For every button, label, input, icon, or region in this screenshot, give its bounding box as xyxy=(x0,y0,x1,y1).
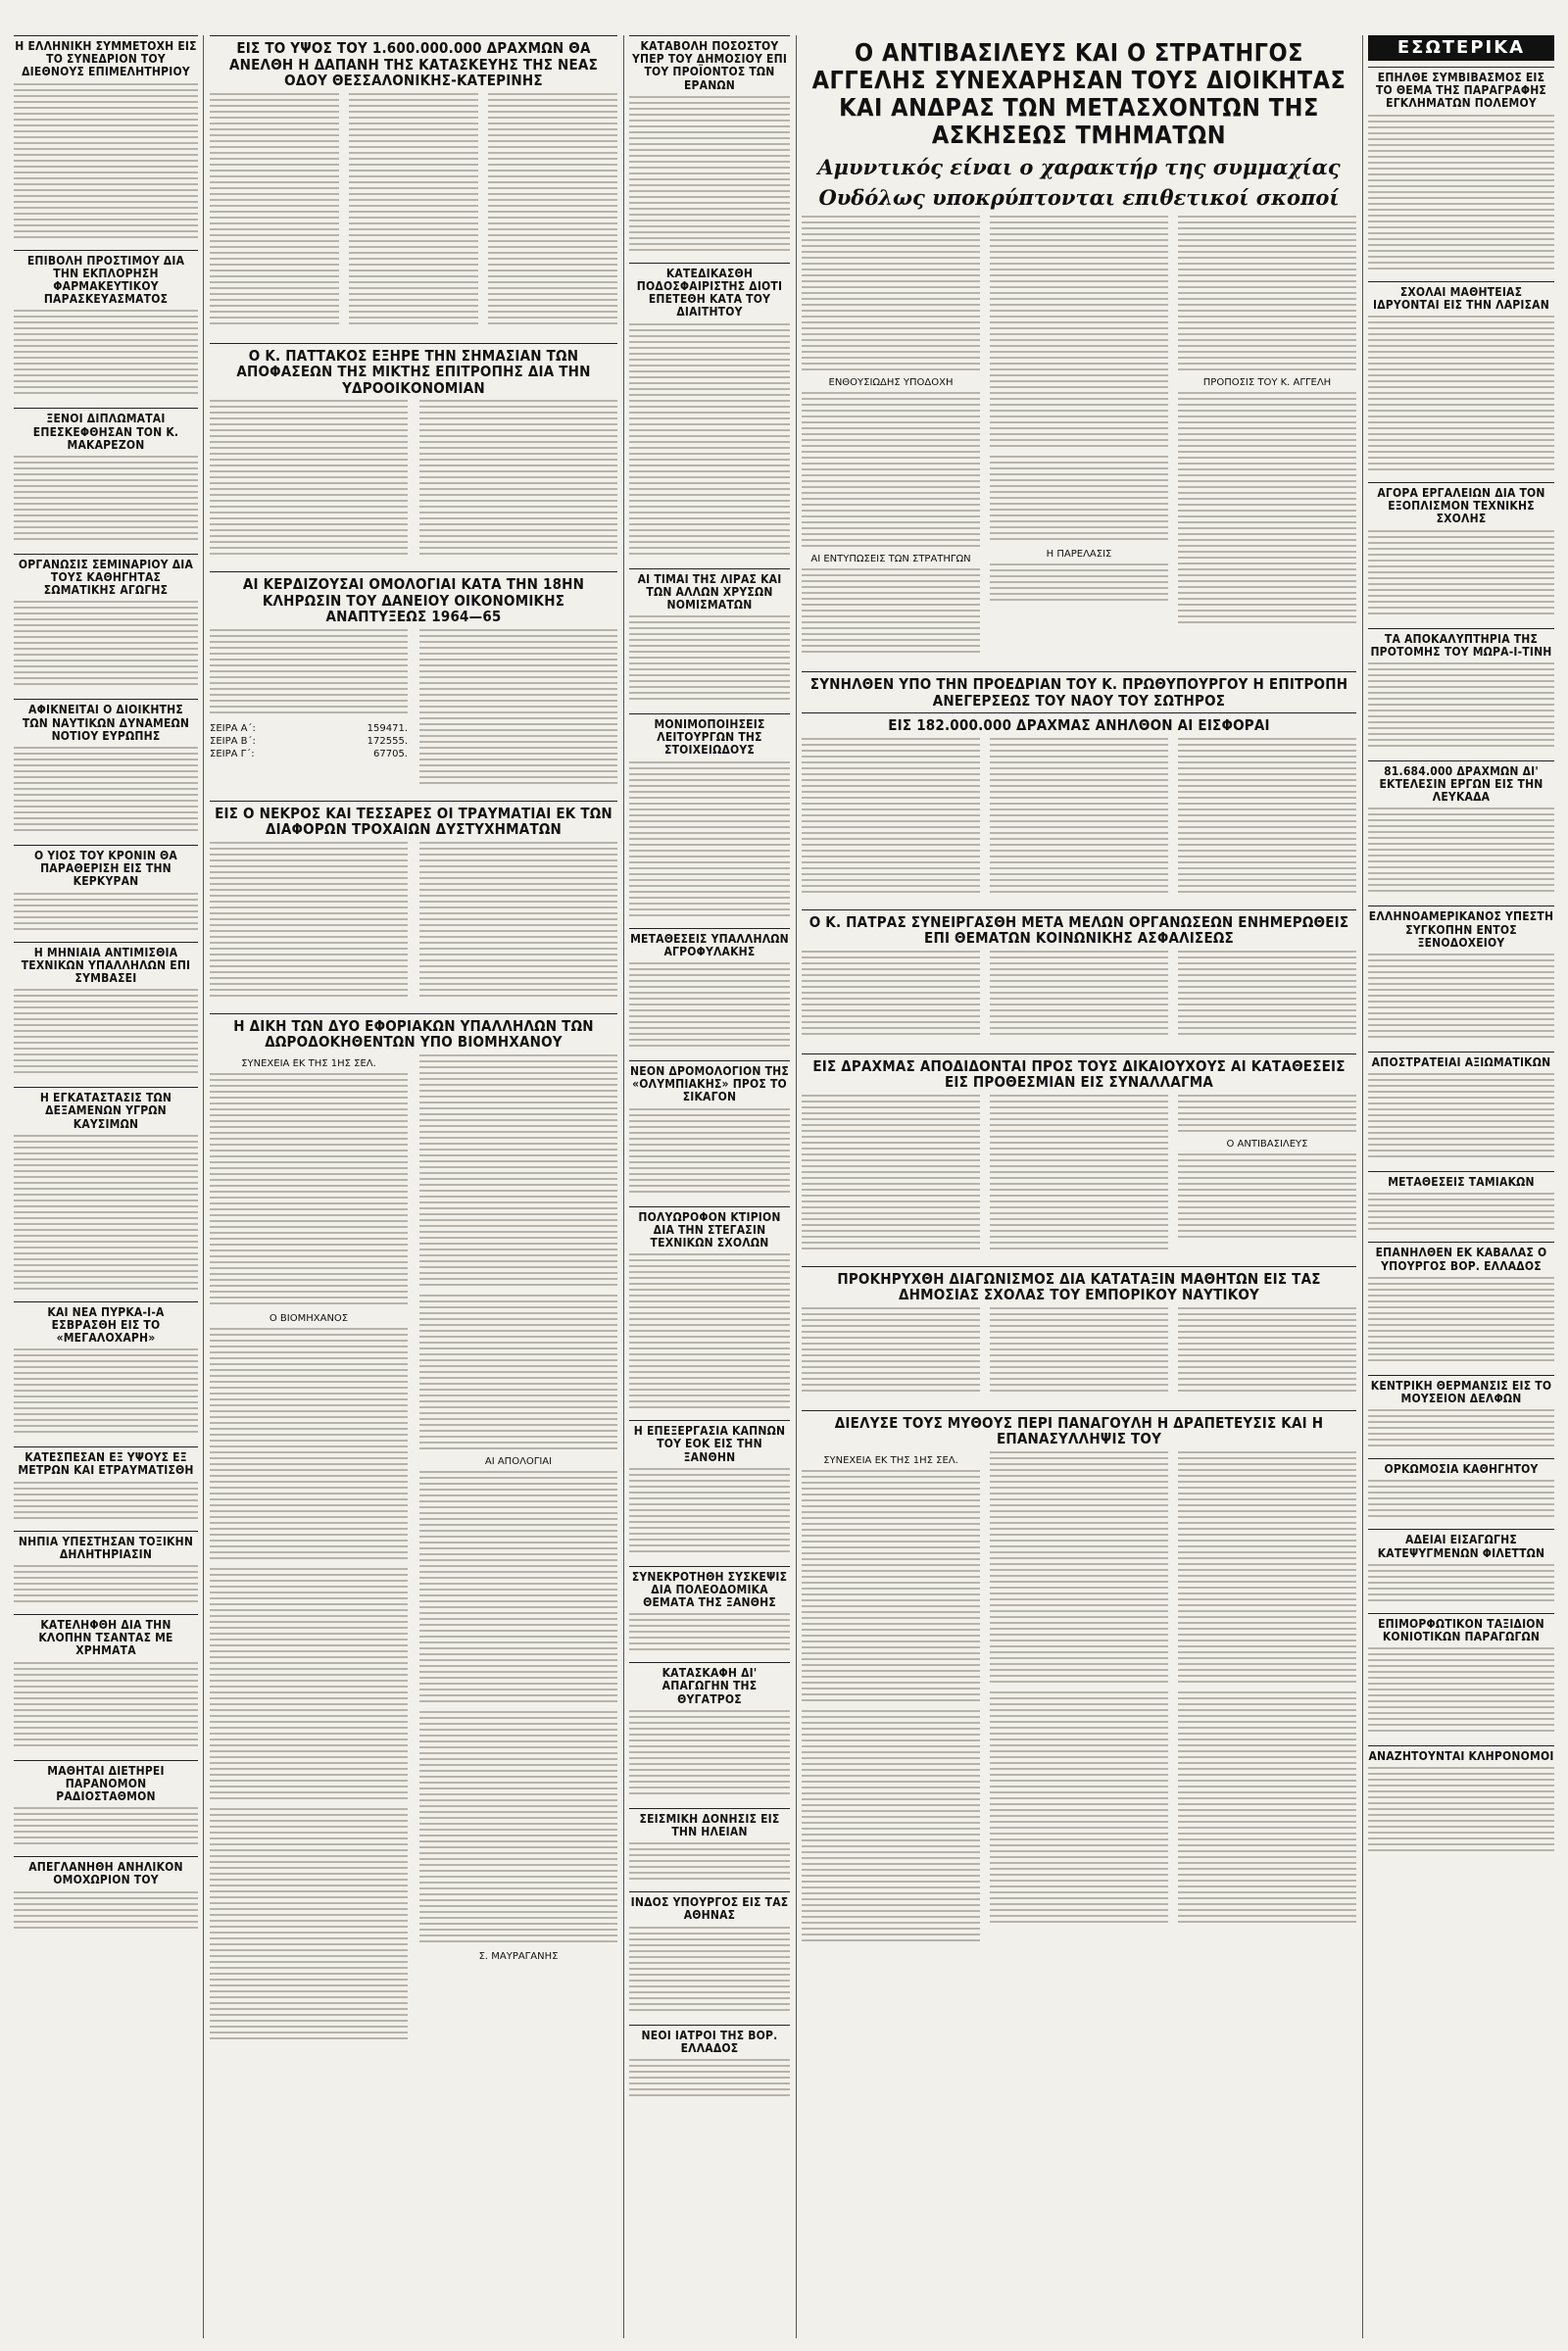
article-deposits xyxy=(802,1053,1356,1256)
headline: Η ΜΗΝΙΑΙΑ ΑΝΤΙΜΙΣΘΙΑ ΤΕΧΝΙΚΩΝ ΥΠΑΛΛΗΛΩΝ ΕΠΙ ΣΥΜΒΑΣΕΙ xyxy=(14,942,198,986)
body-text xyxy=(210,629,408,717)
body-text xyxy=(1368,1647,1554,1736)
headline: ΚΑΙ ΝΕΑ ΠΥΡΚΑ-Ι-Α ΕΣΒΡΑΣΘΗ ΕΙΣ ΤΟ «ΜΕΓΑΛΟΧΑΡΗ» xyxy=(14,1301,198,1346)
headline: Η ΔΙΚΗ ΤΩΝ ΔΥΟ ΕΦΟΡΙΑΚΩΝ ΥΠΑΛΛΗΛΩΝ ΤΩΝ ΔΩΡΟΔΟΚΗΘΕΝΤΩΝ ΥΠΟ ΒΙΟΜΗΧΑΝΟΥ xyxy=(210,1013,617,1051)
article xyxy=(1368,1052,1554,1161)
headline: ΕΠΑΝΗΛΘΕΝ ΕΚ ΚΑΒΑΛΑΣ Ο ΥΠΟΥΡΓΟΣ ΒΟΡ. ΕΛΛΑΔΟΣ xyxy=(1368,1242,1554,1272)
headline: 81.684.000 ΔΡΑΧΜΩΝ ΔΙ' ΕΚΤΕΛΕΣΙΝ ΕΡΓΩΝ ΕΙΣ ΤΗΝ ΛΕΥΚΑΔΑ xyxy=(1368,760,1554,805)
body-text xyxy=(419,1471,617,1706)
body-text xyxy=(802,392,980,549)
article xyxy=(14,1856,198,1930)
body-text xyxy=(419,1295,617,1451)
body-text xyxy=(629,1253,790,1410)
body-text xyxy=(14,1482,198,1521)
body-text xyxy=(802,1095,980,1251)
body-text xyxy=(1368,115,1554,271)
body-text xyxy=(802,738,980,895)
headline: Η ΕΓΚΑΤΑΣΤΑΣΙΣ ΤΩΝ ΔΕΞΑΜΕΝΩΝ ΥΓΡΩΝ ΚΑΥΣΙΜΩΝ xyxy=(14,1087,198,1131)
body-text xyxy=(210,842,408,999)
column-rule xyxy=(623,35,624,2338)
body-text xyxy=(802,1470,980,1705)
body-text xyxy=(419,842,617,999)
article-contest xyxy=(802,1266,1356,1400)
body-text xyxy=(629,962,790,1051)
article xyxy=(629,1891,790,2014)
section-heading: Ο ΒΙΟΜΗΧΑΝΟΣ xyxy=(269,1312,349,1324)
headline: Ο Κ. ΠΑΤΤΑΚΟΣ ΕΞΗΡΕ ΤΗΝ ΣΗΜΑΣΙΑΝ ΤΩΝ ΑΠΟΦΑΣΕΩΝ ΤΗΣ ΜΙΚΤΗΣ ΕΠΙΤΡΟΠΗΣ ΔΙΑ ΤΗΝ ΥΔΡΟΟΙΚΟΝΟΜΙΑΝ xyxy=(210,343,617,397)
article xyxy=(1368,1613,1554,1736)
headline: ΑΝΑΖΗΤΟΥΝΤΑΙ ΚΛΗΡΟΝΟΜΟΙ xyxy=(1368,1745,1554,1763)
body-text xyxy=(1178,392,1356,627)
headline: ΟΡΓΑΝΩΣΙΣ ΣΕΜΙΝΑΡΙΟΥ ΔΙΑ ΤΟΥΣ ΚΑΘΗΓΗΤΑΣ ΣΩΜΑΤΙΚΗΣ ΑΓΩΓΗΣ xyxy=(14,554,198,598)
body-text xyxy=(990,216,1168,451)
column-4 xyxy=(802,35,1356,2338)
body-text xyxy=(629,96,790,253)
article xyxy=(629,1206,790,1411)
body-text xyxy=(1368,1480,1554,1519)
headline: ΕΙΣ ΔΡΑΧΜΑΣ ΑΠΟΔΙΔΟΝΤΑΙ ΠΡΟΣ ΤΟΥΣ ΔΙΚΑΙΟΥΧΟΥΣ ΑΙ ΚΑΤΑΘΕΣΕΙΣ ΕΙΣ ΠΡΟΘΕΣΜΙΑΝ ΕΙΣ ΣΥΝΑΛΛΑΓΜΑ xyxy=(802,1053,1356,1091)
article xyxy=(14,35,198,240)
section-heading: Η ΠΑΡΕΛΑΣΙΣ xyxy=(1046,549,1112,560)
body-text xyxy=(14,989,198,1077)
headline: ΜΕΤΑΘΕΣΕΙΣ ΥΠΑΛΛΗΛΩΝ ΑΓΡΟΦΥΛΑΚΗΣ xyxy=(629,928,790,958)
body-text xyxy=(349,93,478,328)
series-value: 67705. xyxy=(373,748,408,759)
column-1 xyxy=(14,35,198,2338)
section-heading: ΑΙ ΑΠΟΛΟΓΙΑΙ xyxy=(484,1455,553,1467)
headline: Ο Κ. ΠΑΤΡΑΣ ΣΥΝΕΙΡΓΑΣΘΗ ΜΕΤΑ ΜΕΛΩΝ ΟΡΓΑΝΩΣΕΩΝ ΕΝΗΜΕΡΩΘΕΙΣ ΕΠΙ ΘΕΜΑΤΩΝ ΚΟΙΝΩΝΙΚΗΣ ΑΣΦΑΛΙΣΕΩΣ xyxy=(802,909,1356,947)
headline: ΞΕΝΟΙ ΔΙΠΛΩΜΑΤΑΙ ΕΠΕΣΚΕΦΘΗΣΑΝ ΤΟΝ Κ. ΜΑΚΑΡΕΖΟΝ xyxy=(14,408,198,452)
headline: ΑΙ ΚΕΡΔΙΖΟΥΣΑΙ ΟΜΟΛΟΓΙΑΙ ΚΑΤΑ ΤΗΝ 18ΗΝ ΚΛΗΡΩΣΙΝ ΤΟΥ ΔΑΝΕΙΟΥ ΟΙΚΟΝΟΜΙΚΗΣ ΑΝΑΠΤΥΞΕΩΣ 1964—65 xyxy=(210,571,617,625)
body-text xyxy=(14,1348,198,1437)
body-text xyxy=(990,738,1168,895)
article xyxy=(14,699,198,835)
body-text xyxy=(1368,316,1554,472)
section-heading: Ο ΑΝΤΙΒΑΣΙΛΕΥΣ xyxy=(1226,1138,1308,1150)
section-heading: ΠΡΟΠΟΣΙΣ ΤΟΥ Κ. ΑΓΓΕΛΗ xyxy=(1202,377,1332,388)
headline: ΚΑΤΕΔΙΚΑΣΘΗ ΠΟΔΟΣΦΑΙΡΙΣΤΗΣ ΔΙΟΤΙ ΕΠΕΤΕΘΗ ΚΑΤΑ ΤΟΥ ΔΙΑΙΤΗΤΟΥ xyxy=(629,263,790,319)
body-text xyxy=(488,93,617,328)
article xyxy=(629,1808,790,1882)
column-rule xyxy=(796,35,797,2338)
body-text xyxy=(629,1927,790,2015)
body-text xyxy=(210,1568,408,1803)
body-text xyxy=(629,1842,790,1882)
bond-series-row xyxy=(210,735,408,748)
body-text xyxy=(802,1710,980,1945)
body-text xyxy=(14,1662,198,1750)
article xyxy=(14,1531,198,1604)
body-text xyxy=(802,1307,980,1396)
body-text xyxy=(990,951,1168,1039)
body-text xyxy=(990,1691,1168,1927)
article xyxy=(14,1446,198,1520)
body-text xyxy=(990,1307,1168,1396)
body-text xyxy=(14,310,198,398)
article xyxy=(1368,281,1554,472)
body-text xyxy=(1178,216,1356,372)
body-text xyxy=(629,1468,790,1556)
article-patras xyxy=(802,909,1356,1044)
body-text xyxy=(210,1328,408,1563)
article xyxy=(14,1087,198,1292)
article-lead xyxy=(802,35,1356,661)
headline: ΑΙ ΤΙΜΑΙ ΤΗΣ ΛΙΡΑΣ ΚΑΙ ΤΩΝ ΑΛΛΩΝ ΧΡΥΣΩΝ ΝΟΜΙΣΜΑΤΩΝ xyxy=(629,568,790,612)
article xyxy=(1368,1458,1554,1519)
article-pattakos xyxy=(210,343,617,563)
body-text xyxy=(14,456,198,544)
body-text xyxy=(629,2059,790,2098)
headline: ΚΑΤΑΣΚΑΦΗ ΔΙ' ΑΠΑΓΩΓΗΝ ΤΗΣ ΘΥΓΑΤΡΟΣ xyxy=(629,1662,790,1706)
body-text xyxy=(1178,738,1356,895)
article xyxy=(14,250,198,399)
headline: ΕΠΗΛΘΕ ΣΥΜΒΙΒΑΣΜΟΣ ΕΙΣ ΤΟ ΘΕΜΑ ΤΗΣ ΠΑΡΑΓΡΑΦΗΣ ΕΓΚΛΗΜΑΤΩΝ ΠΟΛΕΜΟΥ xyxy=(1368,67,1554,111)
headline: ΚΑΤΑΒΟΛΗ ΠΟΣΟΣΤΟΥ ΥΠΕΡ ΤΟΥ ΔΗΜΟΣΙΟΥ ΕΠΙ ΤΟΥ ΠΡΟΪΟΝΤΟΣ ΤΩΝ ΕΡΑΝΩΝ xyxy=(629,35,790,92)
headline: ΕΠΙΒΟΛΗ ΠΡΟΣΤΙΜΟΥ ΔΙΑ ΤΗΝ ΕΚΠΛΟΡΗΣΗ ΦΑΡΜΑΚΕΥΤΙΚΟΥ ΠΑΡΑΣΚΕΥΑΣΜΑΤΟΣ xyxy=(14,250,198,307)
body-text xyxy=(210,400,408,557)
body-text xyxy=(1368,1564,1554,1603)
body-text xyxy=(419,1711,617,1946)
headline: ΣΥΝΕΚΡΟΤΗΘΗ ΣΥΣΚΕΨΙΣ ΔΙΑ ΠΟΛΕΟΔΟΜΙΚΑ ΘΕΜΑΤΑ ΤΗΣ ΞΑΝΘΗΣ xyxy=(629,1566,790,1610)
body-text xyxy=(1368,1277,1554,1365)
body-text xyxy=(990,456,1168,544)
column-rule xyxy=(203,35,204,2338)
article xyxy=(629,928,790,1051)
body-text xyxy=(14,1135,198,1292)
body-text xyxy=(14,1807,198,1846)
article xyxy=(629,568,790,705)
body-text xyxy=(629,1613,790,1652)
article xyxy=(629,1566,790,1653)
body-text xyxy=(14,893,198,932)
article-road-cost xyxy=(210,35,617,333)
headline: ΕΙΣ ΤΟ ΥΨΟΣ ΤΟΥ 1.600.000.000 ΔΡΑΧΜΩΝ ΘΑ ΑΝΕΛΘΗ Η ΔΑΠΑΝΗ ΤΗΣ ΚΑΤΑΣΚΕΥΗΣ ΤΗΣ ΝΕΑΣ ΟΔΟΥ ΘΕΣΣΑΛΟΝΙΚΗΣ-ΚΑΤΕΡΙΝΗΣ xyxy=(210,35,617,89)
article-church xyxy=(802,671,1356,900)
series-value: 159471. xyxy=(367,722,408,734)
body-text xyxy=(990,1095,1168,1251)
continuation-note: ΣΥΝΕΧΕΙΑ ΕΚ ΤΗΣ 1ΗΣ ΣΕΛ. xyxy=(241,1057,376,1069)
headline: ΚΕΝΤΡΙΚΗ ΘΕΡΜΑΝΣΙΣ ΕΙΣ ΤΟ ΜΟΥΣΕΙΟΝ ΔΕΛΦΩΝ xyxy=(1368,1375,1554,1405)
article xyxy=(1368,906,1554,1042)
headline: ΠΟΛΥΩΡΟΦΟΝ ΚΤΙΡΙΟΝ ΔΙΑ ΤΗΝ ΣΤΕΓΑΣΙΝ ΤΕΧΝΙΚΩΝ ΣΧΟΛΩΝ xyxy=(629,1206,790,1250)
headline: ΝΕΟΙ ΙΑΤΡΟΙ ΤΗΣ ΒΟΡ. ΕΛΛΑΔΟΣ xyxy=(629,2025,790,2055)
body-text xyxy=(14,1891,198,1931)
body-text xyxy=(210,1808,408,2043)
headline: ΣΧΟΛΑΙ ΜΑΘΗΤΕΙΑΣ ΙΔΡΥΟΝΤΑΙ ΕΙΣ ΤΗΝ ΛΑΡΙΣΑΝ xyxy=(1368,281,1554,312)
article xyxy=(1368,1529,1554,1602)
column-rule xyxy=(1362,35,1363,2338)
article xyxy=(1368,1745,1554,1855)
article xyxy=(629,713,790,918)
article xyxy=(629,1420,790,1556)
body-text xyxy=(1178,1307,1356,1396)
headline: ΠΡΟΚΗΡΥΧΘΗ ΔΙΑΓΩΝΙΣΜΟΣ ΔΙΑ ΚΑΤΑΤΑΞΙΝ ΜΑΘΗΤΩΝ ΕΙΣ ΤΑΣ ΔΗΜΟΣΙΑΣ ΣΧΟΛΑΣ ΤΟΥ ΕΜΠΟΡΙΚΟΥ ΝΑΥΤΙΚΟΥ xyxy=(802,1266,1356,1303)
article xyxy=(1368,760,1554,897)
body-text xyxy=(1368,1767,1554,1855)
body-text xyxy=(629,323,790,559)
column-2 xyxy=(210,35,617,2338)
article xyxy=(14,408,198,544)
series-label: ΣΕΙΡΑ Α΄: xyxy=(210,722,256,734)
article xyxy=(14,554,198,690)
article xyxy=(1368,482,1554,618)
article-bonds xyxy=(210,571,617,791)
headline: ΑΠΕΓΛΑΝΗΘΗ ΑΝΗΛΙΚΟΝ ΟΜΟΧΩΡΙΟΝ ΤΟΥ xyxy=(14,1856,198,1886)
article xyxy=(14,1614,198,1750)
article-trial xyxy=(210,1013,617,2048)
body-text xyxy=(14,83,198,240)
lead-headline: Ο ΑΝΤΙΒΑΣΙΛΕΥΣ ΚΑΙ Ο ΣΤΡΑΤΗΓΟΣ ΑΓΓΕΛΗΣ ΣΥΝΕΧΑΡΗΣΑΝ ΤΟΥΣ ΔΙΟΙΚΗΤΑΣ ΚΑΙ ΑΝΔΡΑΣ ΤΩΝ ΜΕΤΑΣΧΟΝΤΩΝ ΤΗΣ ΑΣΚΗΣΕΩΣ ΤΜΗΜΑΤΩΝ xyxy=(811,38,1347,149)
article xyxy=(629,1060,790,1197)
series-label: ΣΕΙΡΑ Β΄: xyxy=(210,735,256,747)
section-masthead: ΕΣΩΤΕΡΙΚΑ xyxy=(1368,35,1554,61)
body-text xyxy=(1178,1095,1356,1134)
article xyxy=(14,845,198,932)
headline: ΤΑ ΑΠΟΚΑΛΥΠΤΗΡΙΑ ΤΗΣ ΠΡΟΤΟΜΗΣ ΤΟΥ ΜΩΡΑ-Ι-ΤΙΝΗ xyxy=(1368,628,1554,659)
article xyxy=(1368,67,1554,271)
body-text xyxy=(1368,1409,1554,1448)
headline: ΜΟΝΙΜΟΠΟΙΗΣΕΙΣ ΛΕΙΤΟΥΡΓΩΝ ΤΗΣ ΣΤΟΙΧΕΙΩΔΟΥΣ xyxy=(629,713,790,758)
body-text xyxy=(1178,1153,1356,1242)
body-text xyxy=(1178,951,1356,1039)
byline: Σ. ΜΑΥΡΑΓΑΝΗΣ xyxy=(478,1950,559,1962)
headline: ΣΥΝΗΛΘΕΝ ΥΠΟ ΤΗΝ ΠΡΟΕΔΡΙΑΝ ΤΟΥ Κ. ΠΡΩΘΥΠΟΥΡΓΟΥ Η ΕΠΙΤΡΟΠΗ ΑΝΕΓΕΡΣΕΩΣ ΤΟΥ ΝΑΟΥ ΤΟΥ ΣΩΤΗΡΟΣ xyxy=(802,671,1356,709)
body-text xyxy=(14,747,198,835)
series-label: ΣΕΙΡΑ Γ΄: xyxy=(210,748,255,759)
headline: ΑΦΙΚΝΕΙΤΑΙ Ο ΔΙΟΙΚΗΤΗΣ ΤΩΝ ΝΑΥΤΙΚΩΝ ΔΥΝΑΜΕΩΝ ΝΟΤΙΟΥ ΕΥΡΩΠΗΣ xyxy=(14,699,198,743)
article xyxy=(1368,628,1554,751)
headline: ΕΙΣ Ο ΝΕΚΡΟΣ ΚΑΙ ΤΕΣΣΑΡΕΣ ΟΙ ΤΡΑΥΜΑΤΙΑΙ ΕΚ ΤΩΝ ΔΙΑΦΟΡΩΝ ΤΡΟΧΑΙΩΝ ΔΥΣΤΥΧΗΜΑΤΩΝ xyxy=(210,801,617,838)
article xyxy=(14,1760,198,1847)
article xyxy=(14,942,198,1078)
body-text xyxy=(1178,1451,1356,1687)
headline: Ο ΥΙΟΣ ΤΟΥ ΚΡΟΝΙΝ ΘΑ ΠΑΡΑΘΕΡΙΣΗ ΕΙΣ ΤΗΝ ΚΕΡΚΥΡΑΝ xyxy=(14,845,198,889)
body-text xyxy=(210,1073,408,1308)
body-text xyxy=(1368,1073,1554,1161)
article xyxy=(1368,1171,1554,1232)
article xyxy=(14,1301,198,1438)
lead-subheadline: Ουδόλως υποκρύπτονται επιθετικοί σκοποί xyxy=(818,185,1340,210)
column-3 xyxy=(629,35,790,2338)
headline: ΙΝΔΟΣ ΥΠΟΥΡΓΟΣ ΕΙΣ ΤΑΣ ΑΘΗΝΑΣ xyxy=(629,1891,790,1922)
headline: ΜΑΘΗΤΑΙ ΔΙΕΤΗΡΕΙ ΠΑΡΑΝΟΜΟΝ ΡΑΔΙΟΣΤΑΘΜΟΝ xyxy=(14,1760,198,1804)
body-text xyxy=(1368,662,1554,751)
body-text xyxy=(1368,954,1554,1042)
article-accidents xyxy=(210,801,617,1004)
body-text xyxy=(629,1710,790,1798)
lead-subheadline: Αμυντικός είναι ο χαρακτήρ της συμμαχίας xyxy=(817,155,1341,179)
body-text xyxy=(629,1108,790,1197)
headline-amount: ΕΙΣ 182.000.000 ΔΡΑΧΜΑΣ ΑΝΗΛΘΟΝ ΑΙ ΕΙΣΦΟΡΑΙ xyxy=(802,712,1356,734)
article xyxy=(629,1662,790,1798)
headline: ΣΕΙΣΜΙΚΗ ΔΟΝΗΣΙΣ ΕΙΣ ΤΗΝ ΗΛΕΙΑΝ xyxy=(629,1808,790,1838)
headline: ΜΕΤΑΘΕΣΕΙΣ ΤΑΜΙΑΚΩΝ xyxy=(1368,1171,1554,1189)
section-heading: ΑΙ ΕΝΤΥΠΩΣΕΙΣ ΤΩΝ ΣΤΡΑΤΗΓΩΝ xyxy=(810,554,971,564)
bond-series-row xyxy=(210,748,408,760)
body-text xyxy=(419,400,617,557)
headline: Η ΕΠΕΞΕΡΓΑΣΙΑ ΚΑΠΝΩΝ ΤΟΥ ΕΟΚ ΕΙΣ ΤΗΝ ΞΑΝΘΗΝ xyxy=(629,1420,790,1464)
headline: Η ΕΛΛΗΝΙΚΗ ΣΥΜΜΕΤΟΧΗ ΕΙΣ ΤΟ ΣΥΝΕΔΡΙΟΝ ΤΟΥ ΔΙΕΘΝΟΥΣ ΕΠΙΜΕΛΗΤΗΡΙΟΥ xyxy=(14,35,198,79)
headline: ΑΔΕΙΑΙ ΕΙΣΑΓΩΓΗΣ ΚΑΤΕΨΥΓΜΕΝΩΝ ΦΙΛΕΤΤΩΝ xyxy=(1368,1529,1554,1559)
headline: ΝΕΟΝ ΔΡΟΜΟΛΟΓΙΟΝ ΤΗΣ «ΟΛΥΜΠΙΑΚΗΣ» ΠΡΟΣ ΤΟ ΣΙΚΑΓΟΝ xyxy=(629,1060,790,1104)
headline: ΕΠΙΜΟΡΦΩΤΙΚΟΝ ΤΑΞΙΔΙΟΝ ΚΟΝΙΟΤΙΚΩΝ ΠΑΡΑΓΩΓΩΝ xyxy=(1368,1613,1554,1643)
body-text xyxy=(210,93,339,328)
body-text xyxy=(802,216,980,372)
article xyxy=(1368,1242,1554,1364)
body-text xyxy=(419,1054,617,1290)
body-text xyxy=(1368,530,1554,618)
body-text xyxy=(990,563,1168,603)
body-text xyxy=(1368,808,1554,896)
headline: ΚΑΤΕΣΠΕΣΑΝ ΕΞ ΥΨΟΥΣ ΕΞ ΜΕΤΡΩΝ ΚΑΙ ΕΤΡΑΥΜΑΤΙΣΘΗ xyxy=(14,1446,198,1477)
body-text xyxy=(14,601,198,689)
body-text xyxy=(802,568,980,657)
column-5 xyxy=(1368,67,1554,2338)
article xyxy=(629,2025,790,2098)
headline: ΔΙΕΛΥΣΕ ΤΟΥΣ ΜΥΘΟΥΣ ΠΕΡΙ ΠΑΝΑΓΟΥΛΗ Η ΔΡΑΠΕΤΕΥΣΙΣ ΚΑΙ Η ΕΠΑΝΑΣΥΛΛΗΨΙΣ ΤΟΥ xyxy=(802,1410,1356,1447)
headline: ΕΛΛΗΝΟΑΜΕΡΙΚΑΝΟΣ ΥΠΕΣΤΗ ΣΥΓΚΟΠΗΝ ΕΝΤΟΣ ΞΕΝΟΔΟΧΕΙΟΥ xyxy=(1368,906,1554,950)
body-text xyxy=(990,1451,1168,1687)
bond-series-row xyxy=(210,722,408,735)
body-text xyxy=(1368,1193,1554,1232)
section-heading: ΕΝΘΟΥΣΙΩΔΗΣ ΥΠΟΔΟΧΗ xyxy=(828,377,954,388)
headline: ΝΗΠΙΑ ΥΠΕΣΤΗΣΑΝ ΤΟΞΙΚΗΝ ΔΗΛΗΤΗΡΙΑΣΙΝ xyxy=(14,1531,198,1561)
headline: ΑΓΟΡΑ ΕΡΓΑΛΕΙΩΝ ΔΙΑ ΤΟΝ ΕΞΟΠΛΙΣΜΟΝ ΤΕΧΝΙΚΗΣ ΣΧΟΛΗΣ xyxy=(1368,482,1554,526)
body-text xyxy=(1178,1691,1356,1927)
article xyxy=(1368,1375,1554,1448)
headline: ΟΡΚΩΜΟΣΙΑ ΚΑΘΗΓΗΤΟΥ xyxy=(1368,1458,1554,1476)
article-myth xyxy=(802,1410,1356,1950)
article xyxy=(629,35,790,253)
body-text xyxy=(629,615,790,704)
headline: ΚΑΤΕΛΗΦΘΗ ΔΙΑ ΤΗΝ ΚΛΟΠΗΝ ΤΣΑΝΤΑΣ ΜΕ ΧΡΗΜΑΤΑ xyxy=(14,1614,198,1658)
body-text xyxy=(14,1565,198,1604)
headline: ΑΠΟΣΤΡΑΤΕΙΑΙ ΑΞΙΩΜΑΤΙΚΩΝ xyxy=(1368,1052,1554,1069)
body-text xyxy=(629,761,790,918)
body-text xyxy=(419,629,617,786)
article xyxy=(629,263,790,559)
continuation-note: ΣΥΝΕΧΕΙΑ ΕΚ ΤΗΣ 1ΗΣ ΣΕΛ. xyxy=(823,1454,958,1466)
series-value: 172555. xyxy=(367,735,408,747)
bond-series-list xyxy=(210,722,408,760)
body-text xyxy=(802,951,980,1039)
